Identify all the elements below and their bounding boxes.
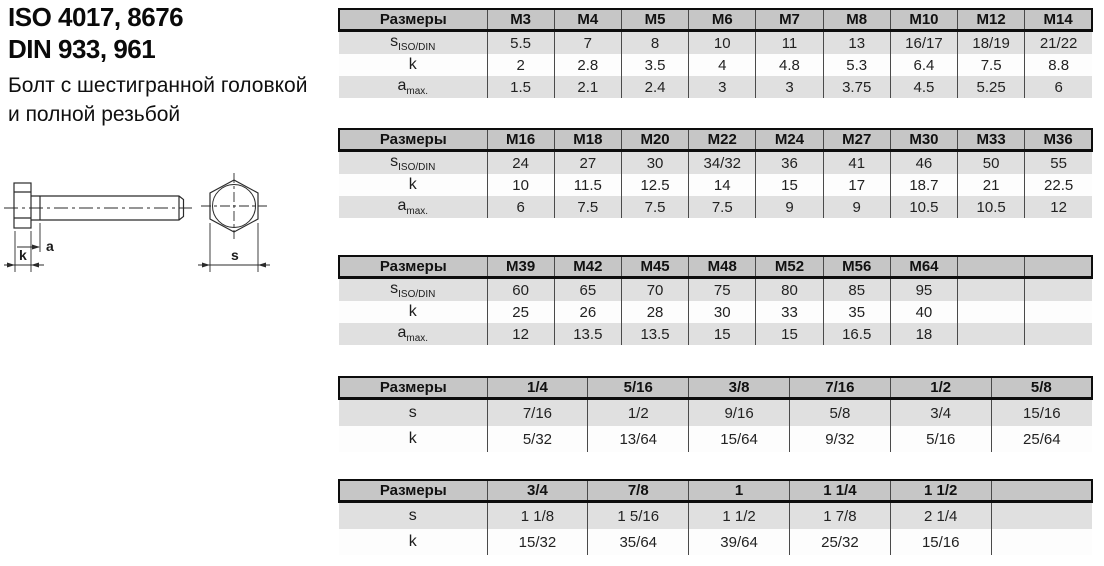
size-col-header: M39 — [487, 256, 554, 278]
table-row — [339, 399, 1092, 427]
value-cell: 10 — [487, 174, 554, 196]
standard-din-title: DIN 933, 961 — [8, 34, 156, 64]
value-cell: 13.5 — [621, 323, 688, 345]
value-cell: 9 — [823, 196, 890, 218]
size-col-header: M3 — [487, 9, 554, 31]
row-label: s — [408, 507, 417, 524]
dim-k-label: k — [19, 247, 27, 263]
value-cell: 1 1/8 — [487, 502, 588, 530]
size-col-header: M4 — [554, 9, 621, 31]
value-cell: 41 — [823, 151, 890, 175]
value-cell: 6.4 — [890, 54, 957, 76]
sizes-header: Размеры — [339, 256, 487, 278]
row-label: k — [408, 56, 417, 73]
value-cell — [1025, 278, 1092, 302]
value-cell: 13/64 — [588, 426, 689, 452]
value-cell: 21 — [958, 174, 1025, 196]
value-cell: 15 — [689, 323, 756, 345]
size-col-header: 1/2 — [890, 377, 991, 399]
table-row — [339, 529, 1092, 555]
size-col-header: M20 — [621, 129, 688, 151]
size-col-header: 5/16 — [588, 377, 689, 399]
table-row — [339, 174, 1092, 196]
value-cell: 39/64 — [689, 529, 790, 555]
value-cell: 75 — [689, 278, 756, 302]
size-col-header: M27 — [823, 129, 890, 151]
value-cell: 36 — [756, 151, 823, 175]
size-col-header: M6 — [689, 9, 756, 31]
value-cell: 12.5 — [621, 174, 688, 196]
value-cell: 15 — [756, 174, 823, 196]
size-col-header: 1 — [689, 480, 790, 502]
value-cell: 5.5 — [487, 31, 554, 55]
value-cell: 7/16 — [487, 399, 588, 427]
value-cell: 21/22 — [1025, 31, 1092, 55]
sizes-header: Размеры — [339, 129, 487, 151]
value-cell: 3.5 — [621, 54, 688, 76]
value-cell: 5.25 — [958, 76, 1025, 98]
standard-iso-title: ISO 4017, 8676 — [8, 2, 184, 32]
value-cell: 10.5 — [890, 196, 957, 218]
value-cell: 25/64 — [991, 426, 1092, 452]
value-cell — [991, 529, 1092, 555]
size-col-header: M36 — [1025, 129, 1092, 151]
size-col-header: 5/8 — [991, 377, 1092, 399]
value-cell: 33 — [756, 301, 823, 323]
header-row — [339, 256, 1092, 278]
value-cell — [1025, 323, 1092, 345]
metric-table-m16-m36 — [338, 128, 1093, 218]
value-cell: 2 1/4 — [890, 502, 991, 530]
value-cell: 25/32 — [789, 529, 890, 555]
row-label: $a_{max.}$ — [397, 196, 429, 218]
table-row — [339, 301, 1092, 323]
value-cell: 7.5 — [958, 54, 1025, 76]
value-cell: 85 — [823, 278, 890, 302]
size-col-header: M8 — [823, 9, 890, 31]
value-cell: 1 5/16 — [588, 502, 689, 530]
value-cell: 7 — [554, 31, 621, 55]
value-cell: 60 — [487, 278, 554, 302]
value-cell: 3 — [689, 76, 756, 98]
value-cell: 6 — [487, 196, 554, 218]
value-cell — [958, 301, 1025, 323]
size-col-header: M16 — [487, 129, 554, 151]
value-cell: 95 — [890, 278, 957, 302]
value-cell: 46 — [890, 151, 957, 175]
size-col-header: 1/4 — [487, 377, 588, 399]
size-col-header: M12 — [958, 9, 1025, 31]
bolt-head-side — [14, 183, 31, 228]
value-cell: 13 — [823, 31, 890, 55]
value-cell: 7.5 — [621, 196, 688, 218]
value-cell: 8 — [621, 31, 688, 55]
size-col-header: M42 — [554, 256, 621, 278]
value-cell: 1 1/2 — [689, 502, 790, 530]
value-cell: 17 — [823, 174, 890, 196]
value-cell: 4.8 — [756, 54, 823, 76]
value-cell: 18.7 — [890, 174, 957, 196]
row-label: s — [408, 404, 417, 421]
table-row — [339, 502, 1092, 530]
value-cell: 12 — [1025, 196, 1092, 218]
value-cell: 30 — [689, 301, 756, 323]
table-row — [339, 196, 1092, 218]
value-cell: 12 — [487, 323, 554, 345]
value-cell: 10.5 — [958, 196, 1025, 218]
value-cell — [958, 323, 1025, 345]
value-cell: 5.3 — [823, 54, 890, 76]
sizes-header: Размеры — [339, 9, 487, 31]
table-row — [339, 76, 1092, 98]
row-label: k — [408, 430, 417, 447]
header-row — [339, 377, 1092, 399]
value-cell: 9/32 — [789, 426, 890, 452]
value-cell: 30 — [621, 151, 688, 175]
size-col-header: M45 — [621, 256, 688, 278]
sizes-header: Размеры — [339, 377, 487, 399]
size-col-header: M18 — [554, 129, 621, 151]
table-row — [339, 54, 1092, 76]
size-col-header — [1025, 256, 1092, 278]
value-cell: 34/32 — [689, 151, 756, 175]
value-cell: 3.75 — [823, 76, 890, 98]
product-description-line2: и полной резьбой — [8, 103, 181, 126]
value-cell: 15 — [756, 323, 823, 345]
value-cell: 40 — [890, 301, 957, 323]
value-cell: 25 — [487, 301, 554, 323]
size-col-header: M56 — [823, 256, 890, 278]
value-cell: 2.8 — [554, 54, 621, 76]
inch-table-quarter-to-5-8 — [338, 376, 1093, 452]
size-col-header: 7/16 — [789, 377, 890, 399]
row-label: $a_{max.}$ — [397, 76, 429, 98]
size-col-header: M64 — [890, 256, 957, 278]
value-cell: 8.8 — [1025, 54, 1092, 76]
value-cell: 1.5 — [487, 76, 554, 98]
size-col-header: M22 — [689, 129, 756, 151]
value-cell: 26 — [554, 301, 621, 323]
size-col-header: M5 — [621, 9, 688, 31]
value-cell: 16.5 — [823, 323, 890, 345]
size-col-header: 3/4 — [487, 480, 588, 502]
value-cell: 2.4 — [621, 76, 688, 98]
value-cell: 24 — [487, 151, 554, 175]
value-cell: 18 — [890, 323, 957, 345]
table-row — [339, 151, 1092, 175]
value-cell: 3/4 — [890, 399, 991, 427]
value-cell: 70 — [621, 278, 688, 302]
row-label: k — [408, 303, 417, 320]
size-col-header — [958, 256, 1025, 278]
value-cell: 5/16 — [890, 426, 991, 452]
row-label: k — [408, 176, 417, 193]
size-col-header: M7 — [756, 9, 823, 31]
value-cell: 27 — [554, 151, 621, 175]
value-cell: 5/32 — [487, 426, 588, 452]
value-cell: 22.5 — [1025, 174, 1092, 196]
header-row — [339, 480, 1092, 502]
value-cell: 35/64 — [588, 529, 689, 555]
row-label: $s_{ISO/DIN}$ — [390, 279, 436, 301]
size-col-header: M14 — [1025, 9, 1092, 31]
value-cell: 18/19 — [958, 31, 1025, 55]
value-cell — [991, 502, 1092, 530]
value-cell: 3 — [756, 76, 823, 98]
table-row — [339, 323, 1092, 345]
value-cell: 35 — [823, 301, 890, 323]
metric-table-m39-m64 — [338, 255, 1093, 345]
product-description-line1: Болт с шестигранной головкой — [8, 74, 308, 97]
value-cell: 65 — [554, 278, 621, 302]
size-col-header: M33 — [958, 129, 1025, 151]
value-cell: 7.5 — [554, 196, 621, 218]
value-cell: 50 — [958, 151, 1025, 175]
row-label: $s_{ISO/DIN}$ — [390, 152, 436, 174]
value-cell: 14 — [689, 174, 756, 196]
size-col-header — [991, 480, 1092, 502]
value-cell: 5/8 — [789, 399, 890, 427]
value-cell: 10 — [689, 31, 756, 55]
size-col-header: 1 1/4 — [789, 480, 890, 502]
size-col-header: 3/8 — [689, 377, 790, 399]
value-cell: 55 — [1025, 151, 1092, 175]
dim-a-label: a — [46, 238, 54, 254]
size-col-header: M10 — [890, 9, 957, 31]
size-col-header: M24 — [756, 129, 823, 151]
value-cell: 13.5 — [554, 323, 621, 345]
value-cell: 15/16 — [890, 529, 991, 555]
row-label: $s_{ISO/DIN}$ — [390, 32, 436, 54]
size-col-header: 7/8 — [588, 480, 689, 502]
header-row — [339, 129, 1092, 151]
inch-table-3-4-to-1-1-2 — [338, 479, 1093, 555]
value-cell: 11 — [756, 31, 823, 55]
value-cell: 11.5 — [554, 174, 621, 196]
value-cell: 1/2 — [588, 399, 689, 427]
size-col-header: M48 — [689, 256, 756, 278]
table-row — [339, 426, 1092, 452]
value-cell: 16/17 — [890, 31, 957, 55]
value-cell — [958, 278, 1025, 302]
row-label: k — [408, 533, 417, 550]
value-cell: 4 — [689, 54, 756, 76]
table-row — [339, 278, 1092, 302]
sizes-header: Размеры — [339, 480, 487, 502]
value-cell: 15/32 — [487, 529, 588, 555]
size-col-header: 1 1/2 — [890, 480, 991, 502]
value-cell: 6 — [1025, 76, 1092, 98]
header-row — [339, 9, 1092, 31]
dim-s-label: s — [231, 247, 239, 263]
value-cell: 15/64 — [689, 426, 790, 452]
bolt-technical-drawing — [0, 165, 300, 290]
size-col-header: M30 — [890, 129, 957, 151]
size-col-header: M52 — [756, 256, 823, 278]
table-row — [339, 31, 1092, 55]
value-cell — [1025, 301, 1092, 323]
value-cell: 1 7/8 — [789, 502, 890, 530]
value-cell: 15/16 — [991, 399, 1092, 427]
metric-table-m3-m14 — [338, 8, 1093, 98]
value-cell: 2 — [487, 54, 554, 76]
value-cell: 9/16 — [689, 399, 790, 427]
value-cell: 4.5 — [890, 76, 957, 98]
value-cell: 2.1 — [554, 76, 621, 98]
row-label: $a_{max.}$ — [397, 323, 429, 345]
value-cell: 7.5 — [689, 196, 756, 218]
value-cell: 28 — [621, 301, 688, 323]
title-block — [8, 1, 338, 129]
value-cell: 9 — [756, 196, 823, 218]
value-cell: 80 — [756, 278, 823, 302]
